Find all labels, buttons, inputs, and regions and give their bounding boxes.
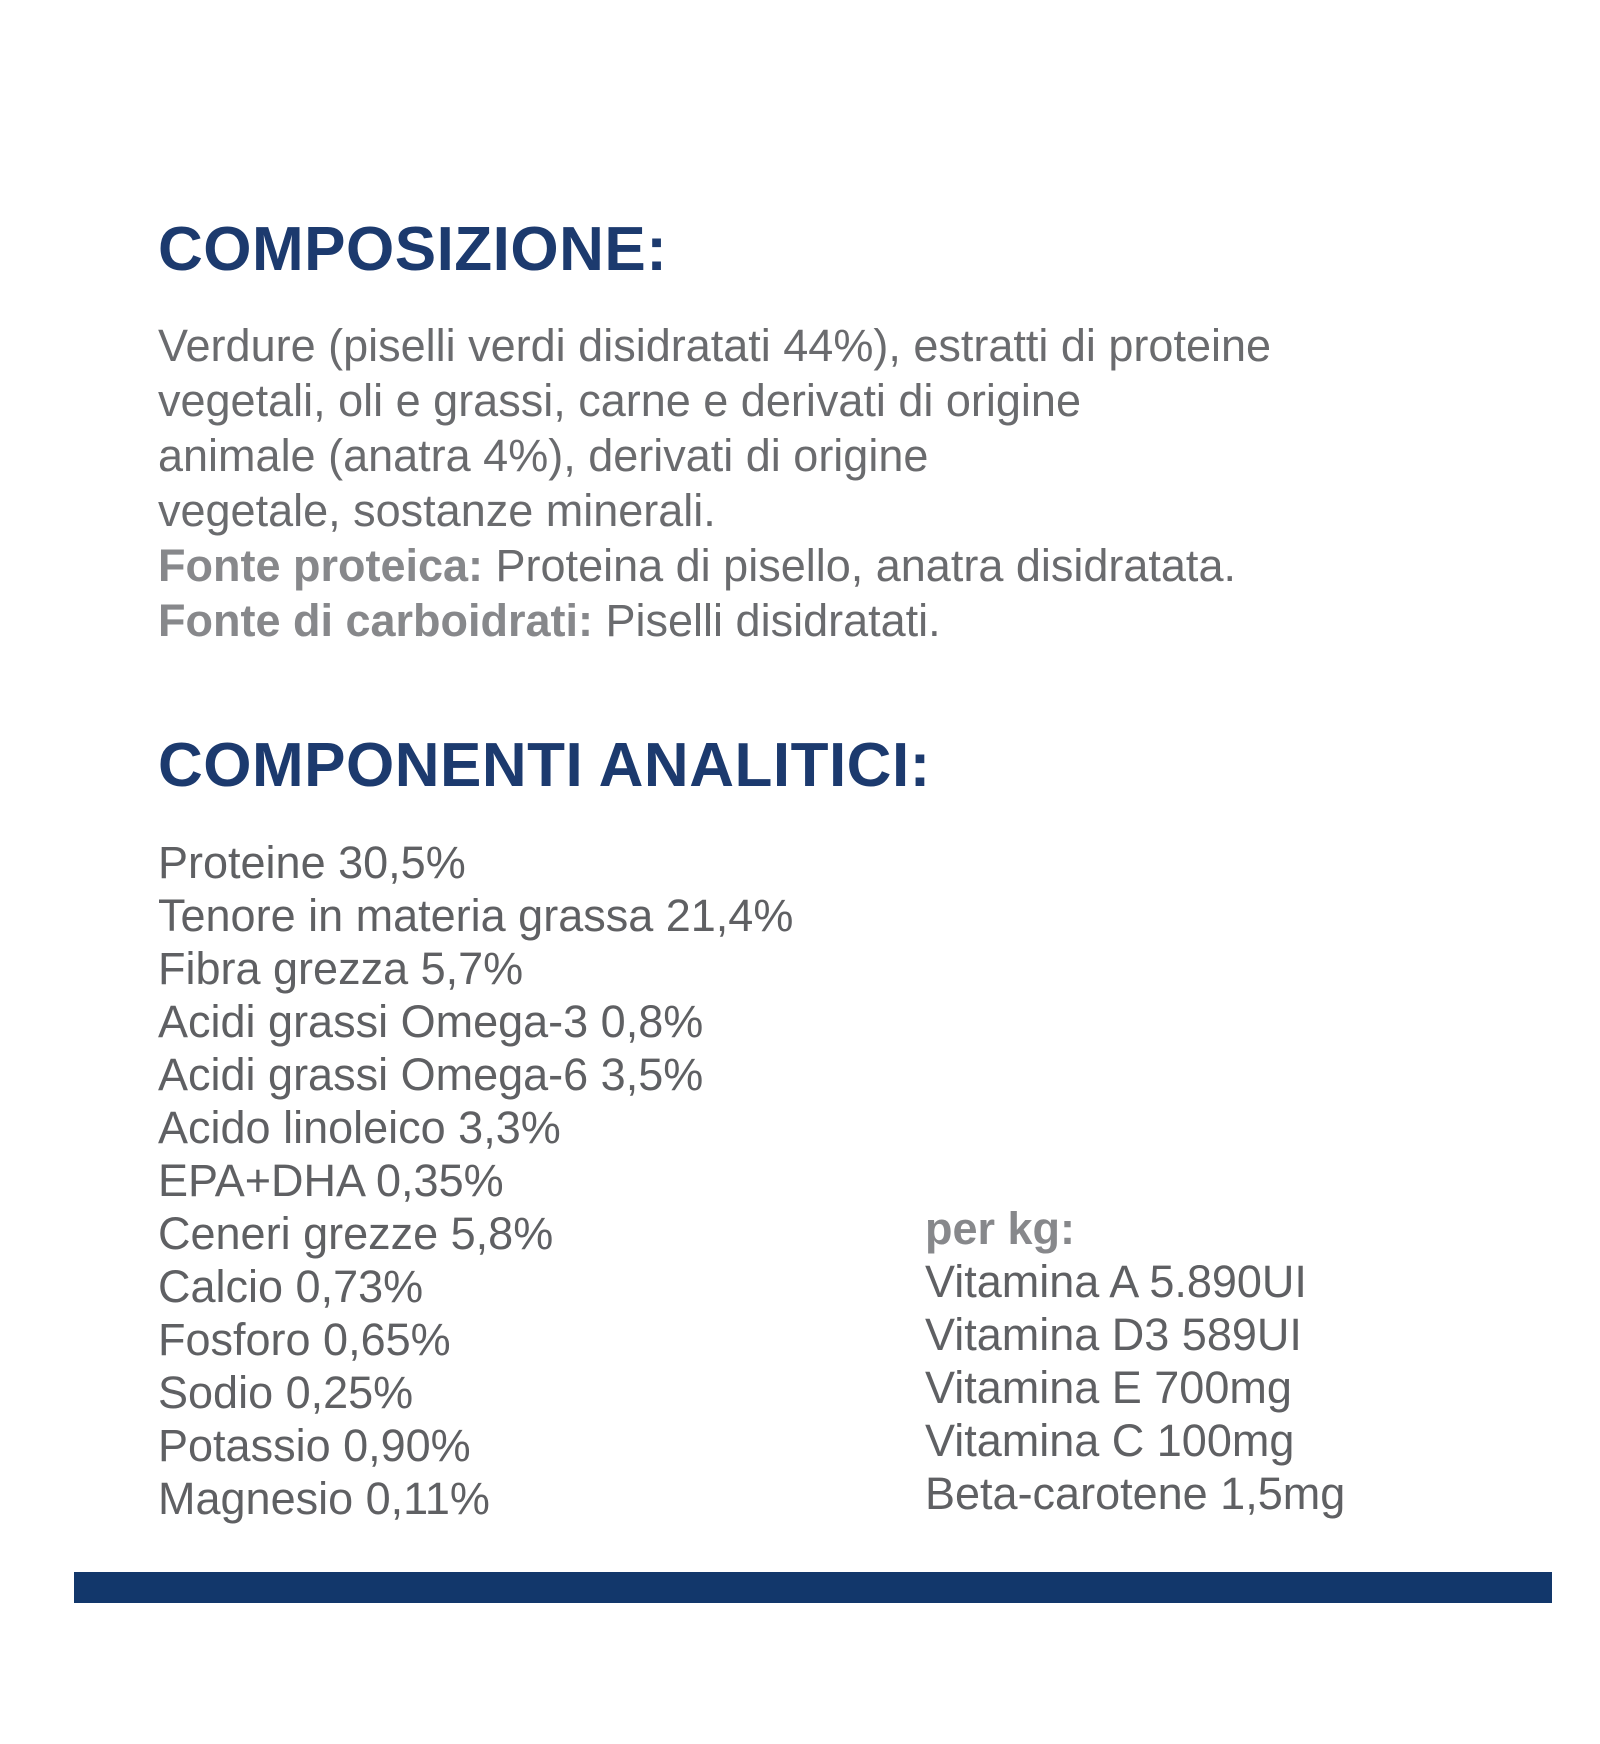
per-kg-list <box>925 1255 1345 1520</box>
analytic-item: Acido linoleico 3,3% <box>158 1102 561 1153</box>
per-kg-label: per kg: <box>925 1203 1076 1254</box>
vitamin-item: Vitamina E 700mg <box>925 1362 1292 1413</box>
analytic-item: Acidi grassi Omega-6 3,5% <box>158 1049 704 1100</box>
protein-source-label: Fonte proteica: <box>158 540 484 591</box>
analytic-item: Fibra grezza 5,7% <box>158 943 524 994</box>
bottom-bar-divider <box>74 1572 1552 1603</box>
carb-source-label: Fonte di carboidrati: <box>158 595 594 646</box>
analytics-title: COMPONENTI ANALITICI: <box>158 731 931 800</box>
analytic-item: Sodio 0,25% <box>158 1367 414 1418</box>
analytic-item: Tenore in materia grassa 21,4% <box>158 890 794 941</box>
composition-title: COMPOSIZIONE: <box>158 215 668 284</box>
analytic-item: Fosforo 0,65% <box>158 1314 451 1365</box>
protein-source-line <box>158 538 1600 593</box>
analytic-item: Potassio 0,90% <box>158 1420 471 1471</box>
analytic-item: Proteine 30,5% <box>158 837 466 888</box>
vitamin-item: Beta-carotene 1,5mg <box>925 1468 1346 1519</box>
analytic-item: Calcio 0,73% <box>158 1261 424 1312</box>
analytic-item: EPA+DHA 0,35% <box>158 1155 504 1206</box>
vitamin-item: Vitamina D3 589UI <box>925 1309 1302 1360</box>
vitamin-item: Vitamina C 100mg <box>925 1415 1295 1466</box>
composition-line: animale (anatra 4%), derivati di origine <box>158 430 929 481</box>
protein-source-value: Proteina di pisello, anatra disidratata. <box>483 540 1236 591</box>
composition-line: Verdure (piselli verdi disidratati 44%), estratti di proteine <box>158 320 1272 371</box>
carb-source-value: Piselli disidratati. <box>593 595 941 646</box>
analytic-item: Acidi grassi Omega-3 0,8% <box>158 996 704 1047</box>
analytic-item: Magnesio 0,11% <box>158 1473 490 1524</box>
composition-text <box>158 318 1600 648</box>
composition-line: vegetale, sostanze minerali. <box>158 485 716 536</box>
vitamin-item: Vitamina A 5.890UI <box>925 1256 1307 1307</box>
composition-line: vegetali, oli e grassi, carne e derivati di origine <box>158 375 1081 426</box>
analytic-item: Ceneri grezze 5,8% <box>158 1208 554 1259</box>
analytics-list <box>158 836 1600 1525</box>
carb-source-line <box>158 593 1600 648</box>
per-kg-column <box>925 1202 1345 1520</box>
